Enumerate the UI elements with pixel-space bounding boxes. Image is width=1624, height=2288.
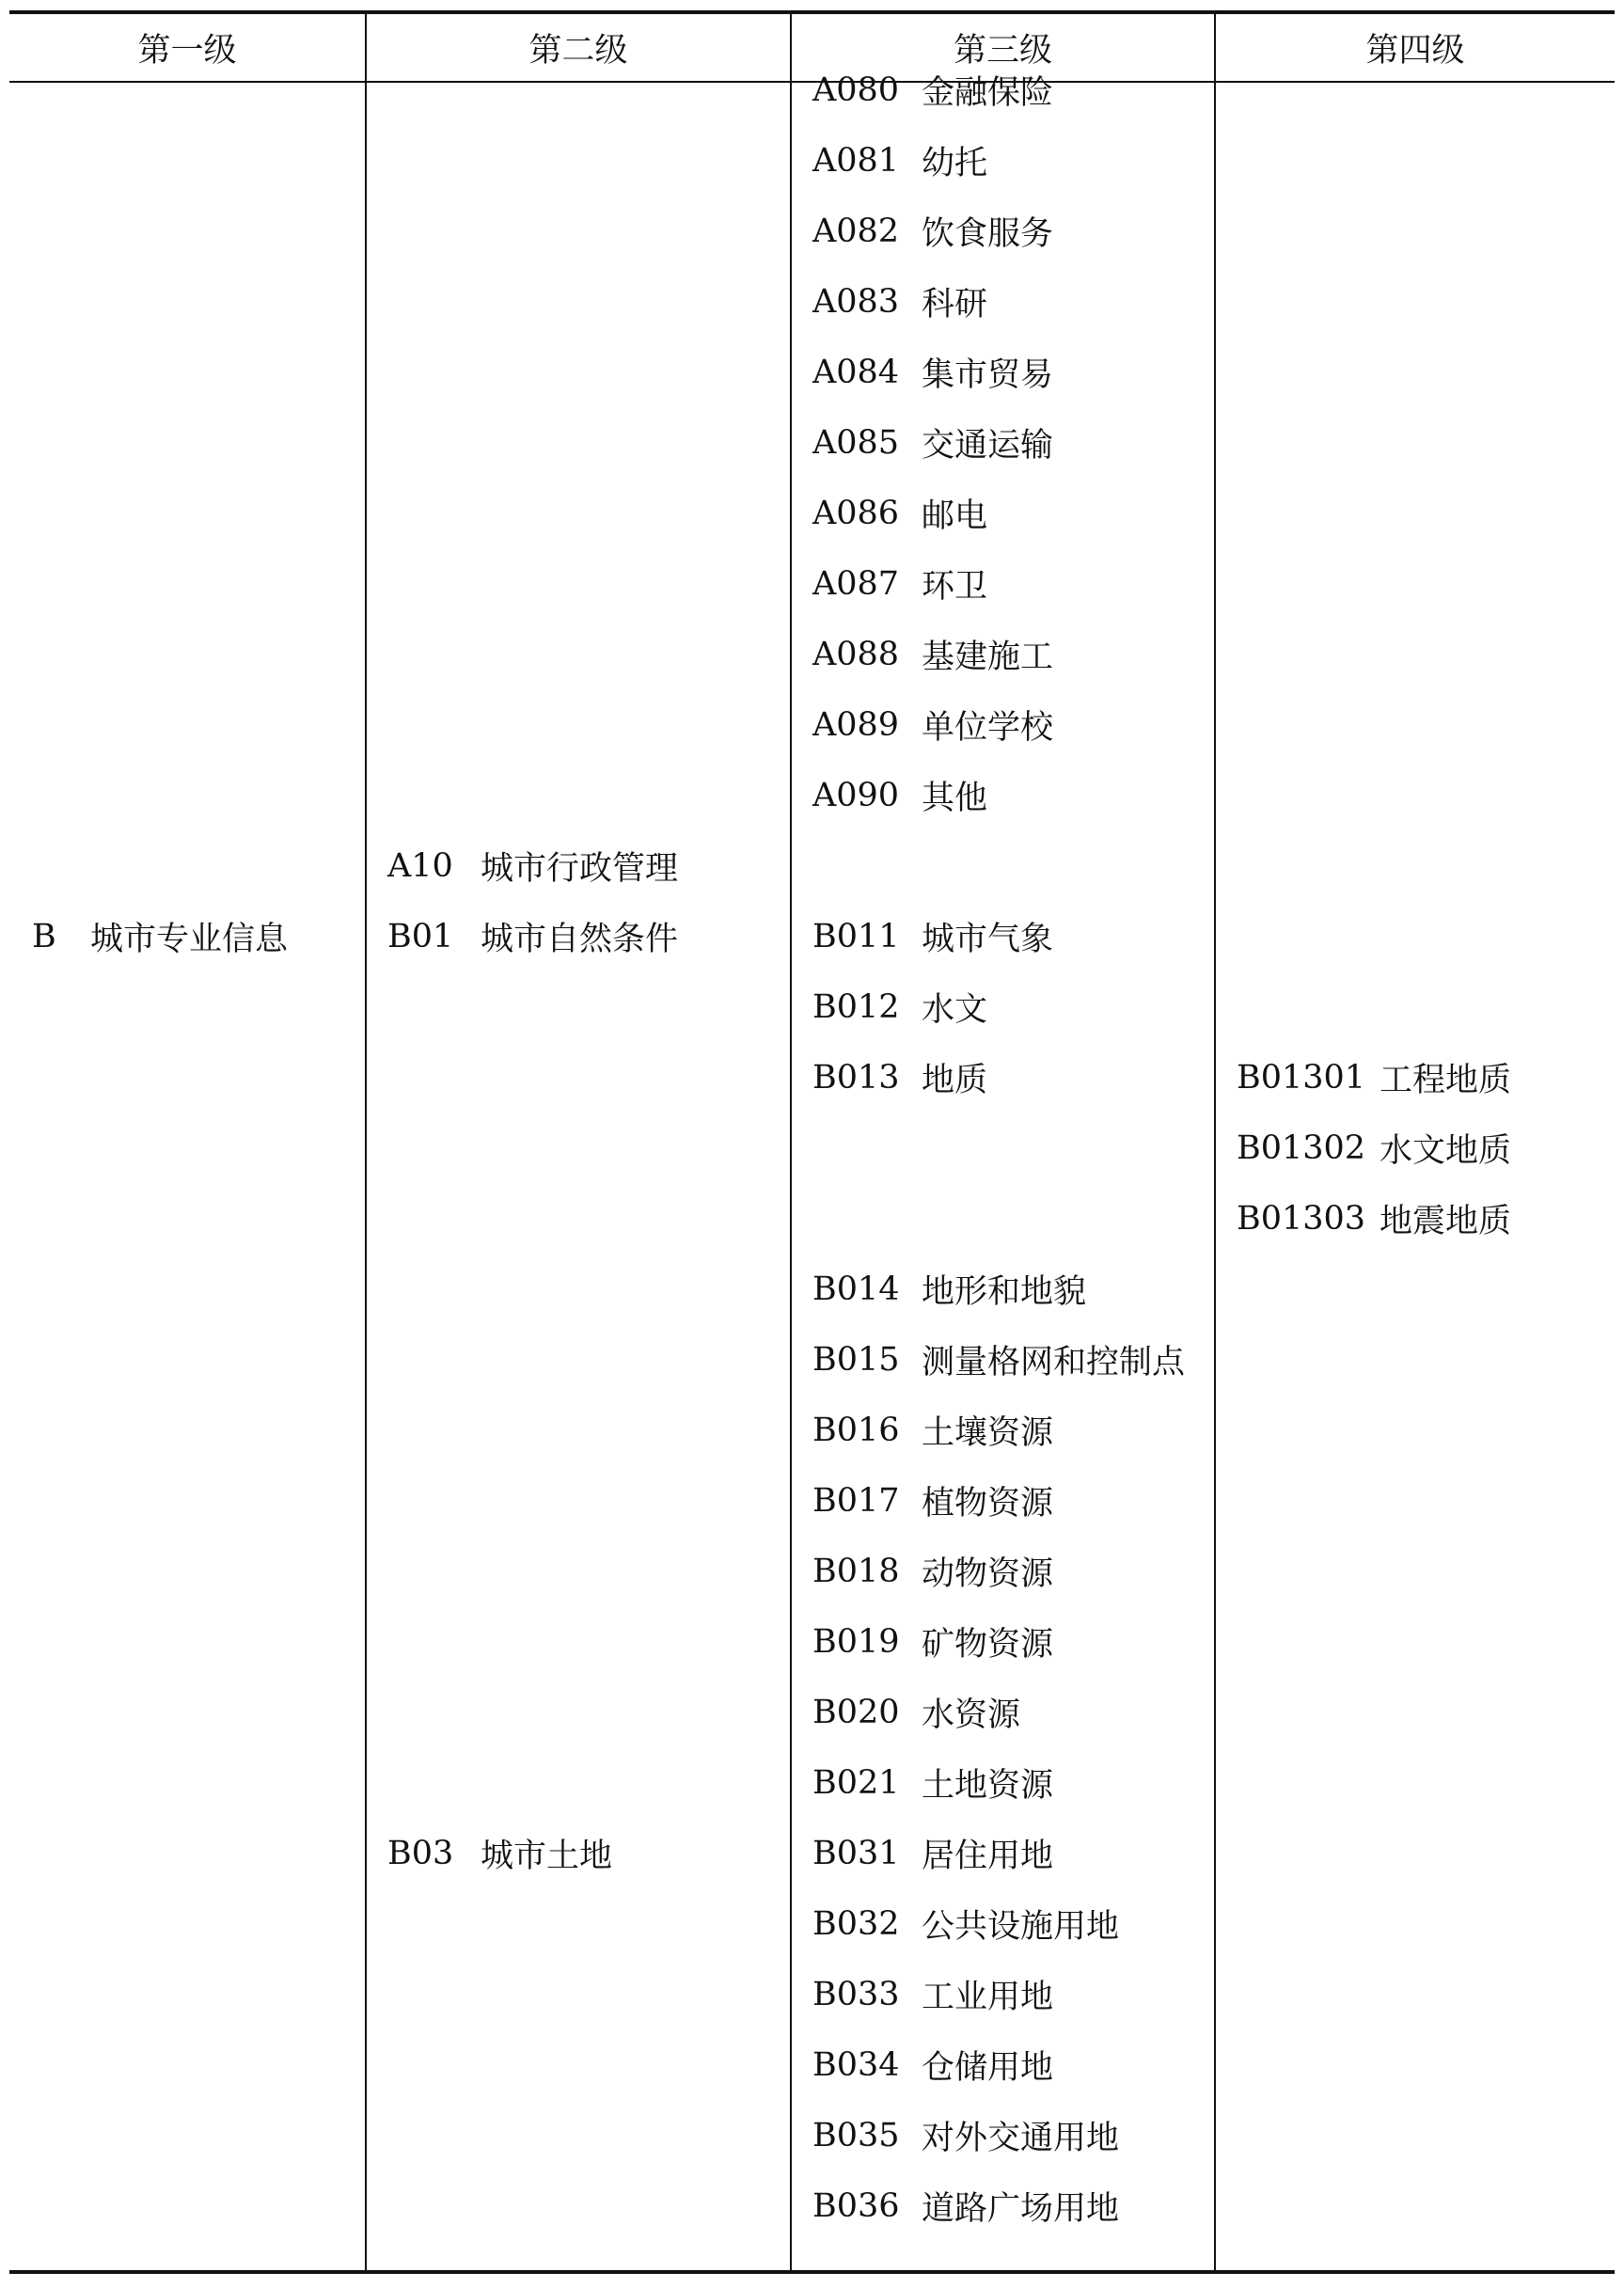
entry-name: 地震地质: [1380, 1202, 1512, 1240]
entry-code: B020: [812, 1693, 900, 1731]
level3-entry: [812, 1395, 1053, 1465]
entry-code: A086: [812, 494, 900, 532]
entry-name: 基建施工: [922, 638, 1054, 676]
entry-name: 居住用地: [922, 1837, 1054, 1875]
level4-entry: [1237, 1183, 1511, 1254]
entry-name: 其他: [922, 779, 988, 817]
entry-name: 地质: [922, 1061, 988, 1099]
level4-entry: [1237, 1112, 1511, 1183]
level3-entry: [812, 1677, 1020, 1747]
entry-name: 仓储用地: [922, 2048, 1054, 2087]
entry-code: B035: [812, 2116, 900, 2154]
entry-code: B014: [812, 1270, 900, 1308]
level3-entry: [812, 760, 987, 830]
header-level-3: 第三级: [953, 31, 1052, 70]
column-divider: [790, 10, 792, 2274]
entry-code: B018: [812, 1552, 900, 1590]
level3-entry: [812, 619, 1053, 689]
entry-code: B: [32, 917, 56, 955]
level2-entry: [387, 1818, 612, 1888]
entry-name: 植物资源: [922, 1484, 1054, 1523]
level3-entry: [812, 548, 987, 619]
level3-entry: [812, 196, 1053, 266]
level3-entry: [812, 478, 987, 548]
entry-name: 测量格网和控制点: [922, 1343, 1186, 1381]
entry-code: A089: [812, 705, 900, 744]
header-level-4: 第四级: [1365, 31, 1465, 70]
entry-name: 科研: [922, 285, 988, 323]
entry-code: A083: [812, 282, 900, 321]
level3-entry: [812, 1606, 1053, 1677]
entry-code: A081: [812, 141, 900, 180]
entry-code: B015: [812, 1340, 900, 1379]
level3-entry: [812, 1536, 1053, 1606]
entry-name: 公共设施用地: [922, 1907, 1120, 1946]
entry-code: A082: [812, 212, 900, 250]
entry-name: 水资源: [922, 1696, 1021, 1734]
entry-name: 水文: [922, 990, 988, 1029]
entry-name: 地形和地貌: [922, 1272, 1087, 1311]
level3-entry: [812, 337, 1053, 407]
entry-name: 幼托: [922, 144, 988, 182]
level3-entry: [812, 1888, 1119, 1959]
level3-entry: [812, 1465, 1053, 1536]
entry-code: A085: [812, 423, 900, 462]
level3-entry: [812, 266, 987, 337]
entry-code: B01301: [1237, 1058, 1366, 1097]
level3-entry: [812, 1959, 1053, 2029]
entry-code: B01: [387, 917, 454, 955]
entry-code: A088: [812, 635, 900, 673]
entry-code: B013: [812, 1058, 900, 1097]
entry-name: 城市行政管理: [481, 849, 679, 888]
entry-code: A10: [387, 846, 453, 885]
level3-entry: [812, 1818, 1053, 1888]
header-level-1: 第一级: [137, 31, 237, 70]
entry-code: B032: [812, 1904, 900, 1943]
entry-code: A087: [812, 564, 900, 603]
entry-name: 土地资源: [922, 1766, 1054, 1805]
column-divider: [1214, 10, 1216, 2274]
level3-entry: [812, 1254, 1086, 1324]
entry-code: B01302: [1237, 1128, 1366, 1167]
entry-code: A090: [812, 776, 900, 814]
level3-entry: [812, 125, 987, 196]
level3-entry: [812, 1042, 987, 1112]
entry-code: A080: [812, 71, 900, 109]
entry-code: B019: [812, 1622, 900, 1661]
level4-entry: [1237, 1042, 1511, 1112]
level3-entry: [812, 2170, 1119, 2241]
entry-name: 城市土地: [481, 1837, 613, 1875]
entry-name: 集市贸易: [922, 355, 1054, 394]
entry-code: B012: [812, 987, 900, 1026]
level2-entry: [387, 830, 678, 901]
level3-entry: [812, 1324, 1185, 1395]
column-divider: [365, 10, 367, 2274]
entry-code: B03: [387, 1834, 454, 1872]
header-level-2: 第二级: [528, 31, 628, 70]
level3-entry: [812, 2029, 1053, 2100]
entry-name: 交通运输: [922, 426, 1054, 465]
entry-name: 城市自然条件: [481, 920, 679, 958]
entry-name: 环卫: [922, 567, 988, 606]
entry-code: B036: [812, 2186, 900, 2225]
entry-name: 工业用地: [922, 1978, 1054, 2016]
entry-code: B016: [812, 1411, 900, 1449]
entry-name: 工程地质: [1380, 1061, 1512, 1099]
entry-name: 土壤资源: [922, 1413, 1054, 1452]
level3-entry: [812, 1747, 1053, 1818]
entry-code: B017: [812, 1481, 900, 1520]
entry-code: B01303: [1237, 1199, 1366, 1238]
level2-entry: [387, 901, 678, 971]
entry-code: B021: [812, 1763, 900, 1802]
level3-entry: [812, 2100, 1119, 2170]
entry-name: 城市气象: [922, 920, 1054, 958]
entry-name: 道路广场用地: [922, 2189, 1120, 2228]
table-bottom-rule: [9, 2270, 1615, 2274]
level1-entry: [32, 901, 288, 971]
entry-name: 金融保险: [922, 73, 1054, 112]
entry-name: 水文地质: [1380, 1131, 1512, 1170]
level3-entry: [812, 55, 1053, 125]
entry-name: 单位学校: [922, 708, 1054, 747]
entry-code: B034: [812, 2045, 900, 2084]
entry-name: 邮电: [922, 497, 988, 535]
entry-code: B031: [812, 1834, 900, 1872]
entry-name: 动物资源: [922, 1554, 1054, 1593]
classification-table: [9, 10, 1615, 2274]
entry-code: A084: [812, 353, 900, 391]
level3-entry: [812, 971, 987, 1042]
entry-name: 矿物资源: [922, 1625, 1054, 1664]
entry-name: 城市专业信息: [90, 920, 289, 958]
entry-code: B011: [812, 917, 900, 955]
entry-name: 饮食服务: [922, 214, 1054, 253]
entry-code: B033: [812, 1975, 900, 2013]
level3-entry: [812, 689, 1053, 760]
level3-entry: [812, 901, 1053, 971]
level3-entry: [812, 407, 1053, 478]
entry-name: 对外交通用地: [922, 2119, 1120, 2157]
